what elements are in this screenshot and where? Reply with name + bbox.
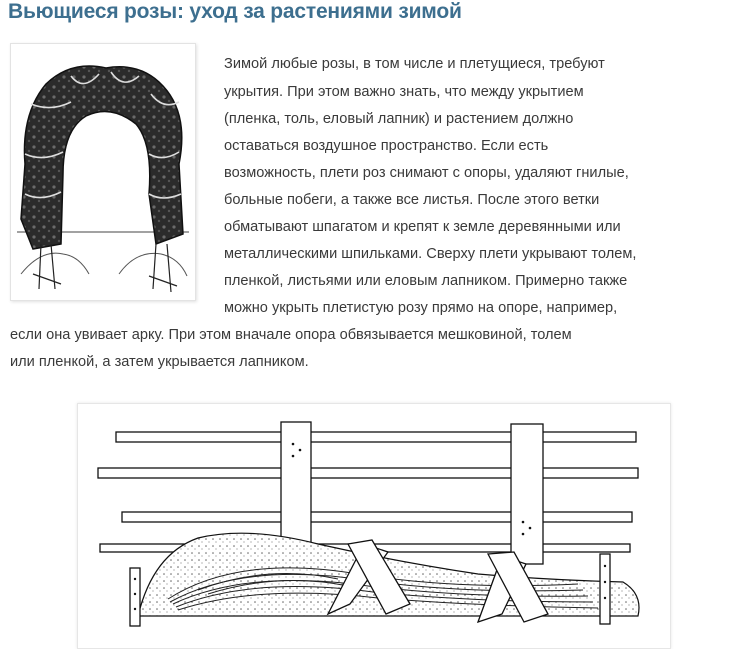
paragraph-line: оставаться воздушное пространство. Если есть: [224, 138, 549, 154]
paragraph-line: если она увивает арку. При этом вначале опора обвязывается мешковиной, толем: [10, 327, 572, 343]
paragraph-line: или пленкой, а затем укрывается лапником.: [10, 354, 309, 370]
paragraph-line: обматывают шпагатом и крепят к земле деревянными или: [224, 219, 621, 235]
rose-arch-illustration: [10, 43, 196, 301]
paragraph-line: можно укрыть плетистую розу прямо на опоре, например,: [224, 300, 618, 316]
paragraph-line: пленкой, листьями или еловым лапником. Примерно также: [224, 273, 628, 289]
paragraph-line: укрытия. При этом важно знать, что между укрытием: [224, 84, 584, 100]
paragraph-line: возможность, плети роз снимают с опоры, удаляют гнилые,: [224, 165, 629, 181]
fence-illustration: [77, 403, 671, 649]
paragraph-line: металлическими шпильками. Сверху плети укрывают толем,: [224, 246, 637, 262]
article-title: Вьющиеся розы: уход за растениями зимой: [8, 0, 462, 23]
paragraph-line: (пленка, толь, еловый лапник) и растением должно: [224, 111, 574, 127]
rose-arch-icon: [11, 44, 195, 300]
rose-fence-icon: [78, 404, 670, 648]
paragraph-line: Зимой любые розы, в том числе и плетущиеся, требуют: [224, 56, 605, 72]
paragraph-line: больные побеги, а также все листья. После этого ветки: [224, 192, 600, 208]
